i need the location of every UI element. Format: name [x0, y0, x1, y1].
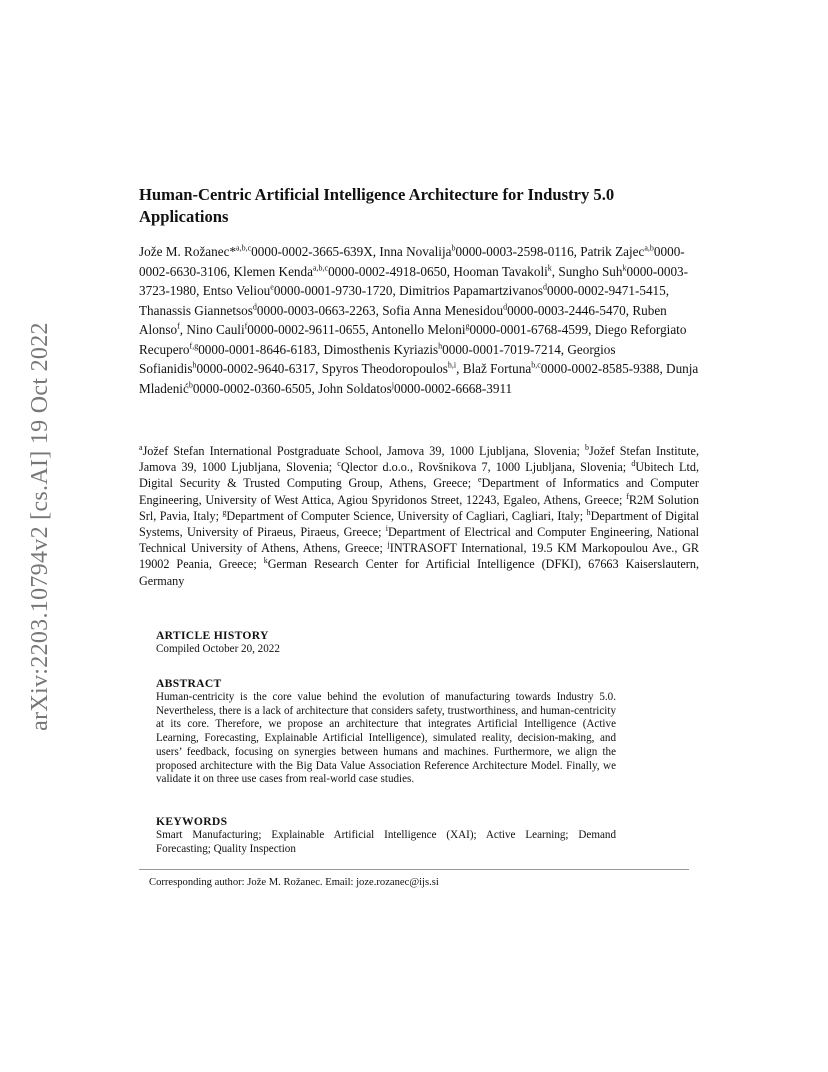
arxiv-identifier: arXiv:2203.10794v2 [cs.AI] 19 Oct 2022: [26, 321, 53, 731]
article-history-section: [156, 629, 616, 657]
corresponding-author-footnote: Corresponding author: Jože M. Rožanec. Email: joze.rozanec@ijs.si: [149, 877, 439, 888]
abstract-text: Human-centricity is the core value behind the evolution of manufacturing towards Industry 5.0. Nevertheless, there is a lack of architecture that considers safety, trustworthiness, and human-centricity at its core. Therefore, we propose an architecture that integrates Artificial Intelligence (Active Learning, Forecasting, Explainable Artificial Intelligence), simulated reality, decision-making, and users’ feedback, focusing on synergies between humans and machines. Furthermore, we align the proposed architecture with the Big Data Value Association Reference Architecture Model. Finally, we validate it on three use cases from real-world case studies.: [156, 691, 616, 786]
author-list: Jože M. Rožanec*$^{a,b,c}$0000-0002-3665-639X, Inna Novalija$^b$0000-0003-2598-0116, Patrik Zajec$^{a,b}$0000-0002-6630-3106, Klemen Kenda$^{a,b,c}$0000-0002-4918-0650, Hooman Tavakoli$^k$, Sungho Suh$^k$0000-0003-3723-1980, Entso Veliou$^e$0000-0001-9730-1720, Dimitrios Papamartzivanos$^d$0000-0002-9471-5415, Thanassis Giannetsos$^d$0000-0003-0663-2263, Sofia Anna Menesidou$^d$0000-0003-2446-5470, Ruben Alonso$^f$, Nino Cauli$^f$0000-0002-9611-0655, Antonello Meloni$^g$0000-0001-6768-4599, Diego Reforgiato Recupero$^{f,g}$0000-0001-8646-6183, Dimosthenis Kyriazis$^h$0000-0001-7019-7214, Georgios Sofianidis$^h$0000-0002-9640-6317, Spyros Theodoropoulos$^{h,i}$, Blaž Fortuna$^{b,c}$0000-0002-8585-9388, Dunja Mladenić$^b$0000-0002-0360-6505, John Soldatos$^j$0000-0002-6668-3911: [139, 243, 699, 396]
keywords-section: [156, 815, 616, 856]
abstract-section: [156, 677, 616, 787]
arxiv-side-stamp: [20, 296, 60, 756]
footnote-divider: [139, 869, 689, 870]
article-history-text: Compiled October 20, 2022: [156, 643, 280, 655]
article-history-heading: ARTICLE HISTORY: [156, 629, 269, 642]
keywords-text: Smart Manufacturing; Explainable Artificial Intelligence (XAI); Active Learning; Demand Forecasting; Quality Inspection: [156, 829, 616, 855]
paper-title: Human-Centric Artificial Intelligence Architecture for Industry 5.0 Applications: [139, 185, 615, 226]
abstract-heading: ABSTRACT: [156, 677, 222, 690]
affiliation-list: $^a$Jožef Stefan International Postgraduate School, Jamova 39, 1000 Ljubljana, Slovenia; $^b$Jožef Stefan Institute, Jamova 39, 1000 Ljubljana, Slovenia; $^c$Qlector d.o.o., Rovšnikova 7, 1000 Ljubljana, Slovenia; $^d$Ubitech Ltd, Digital Security & Trusted Computing Group, Athens, Greece; $^e$Department of Informatics and Computer Engineering, University of West Attica, Agiou Spyridonos Street, 12243, Egaleo, Athens, Greece; $^f$R2M Solution Srl, Pavia, Italy; $^g$Department of Computer Science, University of Cagliari, Cagliari, Italy; $^h$Department of Digital Systems, University of Piraeus, Piraeus, Greece; $^i$Department of Electrical and Computer Engineering, National Technical University of Athens, Athens, Greece; $^j$INTRASOFT International, 19.5 KM Markopoulou Ave., GR 19002 Peania, Greece; $^k$German Research Center for Artificial Intelligence (DFKI), 67663 Kaiserslautern, Germany: [139, 442, 699, 588]
keywords-heading: KEYWORDS: [156, 815, 228, 828]
